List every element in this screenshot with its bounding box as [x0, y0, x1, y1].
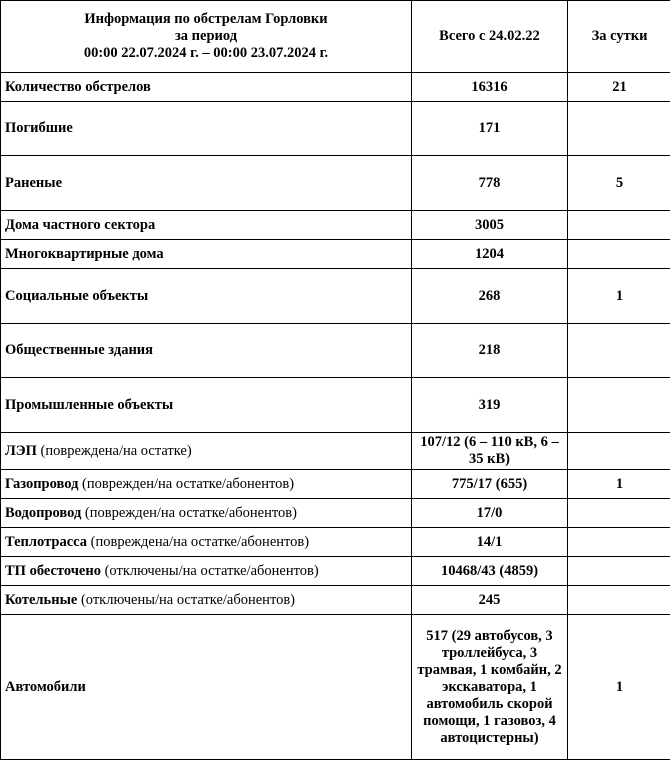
row-label: Многоквартирные дома [1, 240, 412, 269]
row-label: ЛЭП (повреждена/на остатке) [1, 433, 412, 470]
row-total: 268 [412, 269, 568, 324]
row-day [568, 102, 670, 156]
table-row [1, 528, 670, 557]
column-header-total: Всего с 24.02.22 [412, 1, 568, 73]
row-day [568, 240, 670, 269]
row-total: 517 (29 автобусов, 3 троллейбуса, 3 трамвая, 1 комбайн, 2 экскаватора, 1 автомобиль скорой помощи, 1 газовоз, 4 автоцистерны) [412, 615, 568, 760]
table-row [1, 240, 670, 269]
row-label: Дома частного сектора [1, 211, 412, 240]
row-total: 171 [412, 102, 568, 156]
report-period: 00:00 22.07.2024 г. – 00:00 23.07.2024 г. [5, 45, 407, 62]
row-day: 1 [568, 470, 670, 499]
row-label: Общественные здания [1, 324, 412, 378]
row-total: 10468/43 (4859) [412, 557, 568, 586]
row-label: Автомобили [1, 615, 412, 760]
row-day [568, 378, 670, 433]
table-row [1, 557, 670, 586]
row-label: Газопровод (поврежден/на остатке/абонентов) [1, 470, 412, 499]
row-label: Теплотрасса (повреждена/на остатке/абонентов) [1, 528, 412, 557]
row-note: (повреждена/на остатке/абонентов) [87, 534, 309, 550]
table-header-row [1, 1, 670, 73]
row-day [568, 324, 670, 378]
row-note: (поврежден/на остатке/абонентов) [78, 476, 294, 492]
table-row [1, 156, 670, 211]
row-label: Котельные (отключены/на остатке/абонентов) [1, 586, 412, 615]
row-day: 5 [568, 156, 670, 211]
row-label: Погибшие [1, 102, 412, 156]
column-header-day: За сутки [568, 1, 670, 73]
table-row [1, 615, 670, 760]
table-row [1, 73, 670, 102]
row-day [568, 586, 670, 615]
row-day [568, 433, 670, 470]
row-day [568, 557, 670, 586]
report-title [1, 1, 412, 73]
row-total: 14/1 [412, 528, 568, 557]
report-title-line: за период [5, 28, 407, 45]
table-row [1, 324, 670, 378]
row-day [568, 528, 670, 557]
row-total: 775/17 (655) [412, 470, 568, 499]
row-total: 319 [412, 378, 568, 433]
table-row [1, 378, 670, 433]
table-row [1, 433, 670, 470]
row-label: ТП обесточено (отключены/на остатке/абонентов) [1, 557, 412, 586]
table-row [1, 586, 670, 615]
row-label: Промышленные объекты [1, 378, 412, 433]
table-row [1, 269, 670, 324]
table-row [1, 102, 670, 156]
row-label: Водопровод (поврежден/на остатке/абонентов) [1, 499, 412, 528]
row-note: (поврежден/на остатке/абонентов) [81, 505, 297, 521]
row-day [568, 211, 670, 240]
table-row [1, 499, 670, 528]
row-total: 218 [412, 324, 568, 378]
row-note: (отключены/на остатке/абонентов) [101, 563, 319, 579]
row-day: 21 [568, 73, 670, 102]
table-row [1, 470, 670, 499]
row-day: 1 [568, 615, 670, 760]
row-note: (отключены/на остатке/абонентов) [77, 592, 295, 608]
row-total: 1204 [412, 240, 568, 269]
row-label: Социальные объекты [1, 269, 412, 324]
row-day: 1 [568, 269, 670, 324]
row-total: 107/12 (6 – 110 кВ, 6 – 35 кВ) [412, 433, 568, 470]
row-total: 16316 [412, 73, 568, 102]
report-title-line: Информация по обстрелам Горловки [5, 11, 407, 28]
row-label: Количество обстрелов [1, 73, 412, 102]
row-label: Раненые [1, 156, 412, 211]
row-day [568, 499, 670, 528]
row-total: 17/0 [412, 499, 568, 528]
table-row [1, 211, 670, 240]
row-note: (повреждена/на остатке) [37, 443, 192, 459]
row-total: 778 [412, 156, 568, 211]
row-total: 3005 [412, 211, 568, 240]
row-total: 245 [412, 586, 568, 615]
